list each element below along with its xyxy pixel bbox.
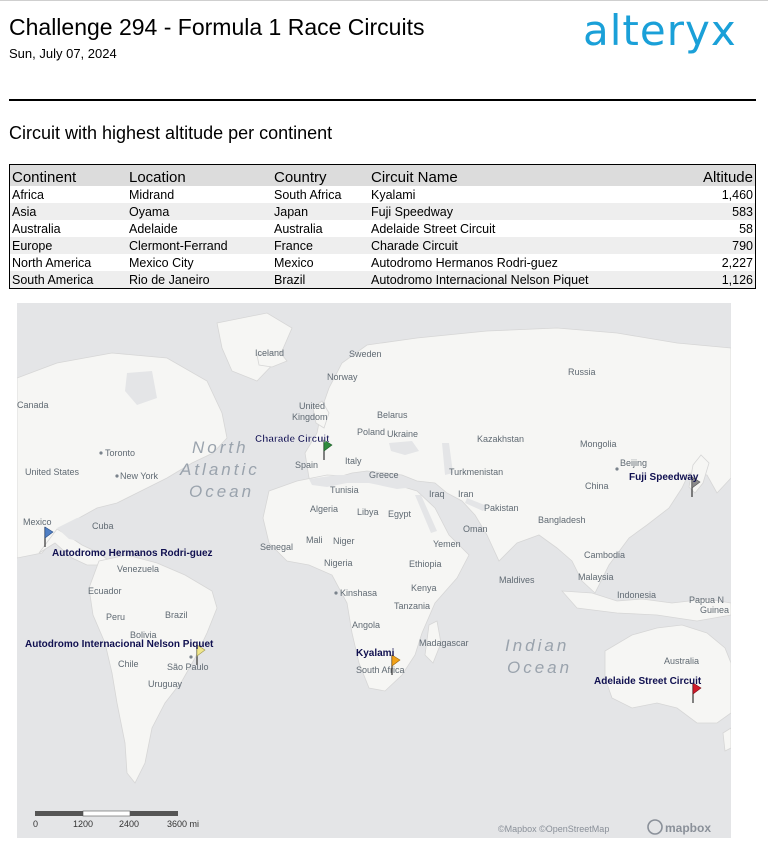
table-row bbox=[10, 186, 756, 203]
marker-label: Charade Circuit bbox=[255, 434, 330, 445]
table-cell: Adelaide bbox=[129, 221, 178, 236]
ocean-label: North bbox=[192, 438, 249, 457]
ocean-label: Ocean bbox=[507, 658, 573, 677]
place-label: Niger bbox=[333, 536, 355, 546]
map-attribution[interactable]: ©Mapbox ©OpenStreetMap bbox=[498, 824, 610, 834]
table-cell: Clermont-Ferrand bbox=[127, 237, 272, 254]
scale-segment bbox=[83, 811, 130, 816]
place-label: Belarus bbox=[377, 410, 408, 420]
place-label: São Paulo bbox=[167, 662, 209, 672]
ocean-label: Ocean bbox=[189, 482, 255, 501]
table-cell: Charade Circuit bbox=[369, 237, 663, 254]
table-row bbox=[10, 254, 756, 271]
column-header: Continent bbox=[10, 165, 128, 187]
scale-bar bbox=[33, 811, 199, 829]
ocean-label: Indian bbox=[505, 636, 570, 655]
place-label: Tanzania bbox=[394, 601, 431, 611]
australia-land bbox=[605, 625, 731, 723]
place-label: Tunisia bbox=[330, 485, 359, 495]
city-dot bbox=[99, 451, 102, 454]
column-header: Location bbox=[127, 165, 272, 187]
place-label: Yemen bbox=[433, 539, 461, 549]
place-label: Oman bbox=[463, 524, 488, 534]
place-label: United States bbox=[25, 467, 80, 477]
column-header: Circuit Name bbox=[369, 165, 663, 187]
table-cell: Fuji Speedway bbox=[369, 203, 663, 220]
scale-label: 0 bbox=[33, 819, 39, 829]
place-label: United bbox=[299, 401, 326, 411]
place-label: Algeria bbox=[310, 504, 339, 514]
table-cell: Mexico bbox=[274, 255, 314, 270]
place-label: Russia bbox=[568, 367, 596, 377]
scale-label: 3600 mi bbox=[167, 819, 200, 829]
city-dot bbox=[615, 467, 618, 470]
place-label: Libya bbox=[357, 507, 379, 517]
table-cell: Midrand bbox=[129, 187, 175, 202]
city-dot bbox=[334, 591, 337, 594]
table-cell: Autodromo Hermanos Rodri-guez bbox=[371, 255, 558, 270]
place-label: Canada bbox=[17, 400, 49, 410]
table-cell: South Africa bbox=[274, 187, 342, 202]
table-cell: 790 bbox=[663, 237, 756, 254]
table-cell: Africa bbox=[12, 187, 44, 202]
table-cell: South America bbox=[10, 271, 128, 289]
place-label: Australia bbox=[664, 656, 700, 666]
section-title: Circuit with highest altitude per continent bbox=[9, 123, 333, 143]
place-label: Egypt bbox=[388, 509, 412, 519]
scale-label: 1200 bbox=[73, 819, 94, 829]
mapbox-logo-icon bbox=[648, 820, 662, 834]
table-cell: North America bbox=[12, 255, 92, 270]
place-label: Papua N bbox=[689, 595, 725, 605]
place-label: Ukraine bbox=[387, 429, 419, 439]
place-label: Ethiopia bbox=[409, 559, 442, 569]
place-label: Iceland bbox=[255, 348, 285, 358]
table-cell: Japan bbox=[272, 203, 369, 220]
place-label: Mongolia bbox=[580, 439, 617, 449]
place-label: Malaysia bbox=[578, 572, 614, 582]
report-date: Sun, July 07, 2024 bbox=[9, 46, 117, 61]
place-label: Mexico bbox=[23, 517, 52, 527]
marker-label: Autodromo Internacional Nelson Piquet bbox=[25, 639, 214, 650]
marker-label: Fuji Speedway bbox=[629, 472, 699, 483]
place-label: Norway bbox=[327, 372, 358, 382]
marker-label: Kyalami bbox=[356, 648, 395, 659]
place-label: Chile bbox=[118, 659, 139, 669]
table-row bbox=[10, 203, 756, 220]
place-label: Indonesia bbox=[617, 590, 657, 600]
column-header: Altitude bbox=[663, 165, 756, 187]
circuits-table bbox=[9, 164, 756, 289]
city-dot bbox=[115, 474, 118, 477]
place-label: Cambodia bbox=[584, 550, 626, 560]
table-cell: 1,126 bbox=[663, 271, 756, 289]
place-label: Bangladesh bbox=[538, 515, 586, 525]
place-label: Poland bbox=[357, 427, 386, 437]
marker-label: Adelaide Street Circuit bbox=[594, 676, 702, 687]
place-label: Uruguay bbox=[148, 679, 183, 689]
table-cell: Europe bbox=[10, 237, 128, 254]
place-label: Brazil bbox=[165, 610, 188, 620]
place-label: Mali bbox=[306, 535, 323, 545]
place-label: Turkmenistan bbox=[449, 467, 504, 477]
table-cell: France bbox=[272, 237, 369, 254]
place-label: China bbox=[585, 481, 609, 491]
place-label: Bolivia bbox=[130, 630, 157, 640]
table-cell: 58 bbox=[739, 221, 753, 236]
table-cell: Oyama bbox=[127, 203, 272, 220]
place-label: Maldives bbox=[499, 575, 535, 585]
ocean-label: Atlantic bbox=[180, 460, 260, 479]
place-label: Senegal bbox=[260, 542, 294, 552]
place-label: Sweden bbox=[349, 349, 382, 359]
place-label: New York bbox=[120, 471, 159, 481]
place-label: South Africa bbox=[356, 665, 405, 675]
table-cell: 1,460 bbox=[721, 187, 753, 202]
place-label: Greece bbox=[369, 470, 399, 480]
new-zealand-land bbox=[723, 728, 731, 751]
city-dot bbox=[189, 655, 192, 658]
place-label: Kenya bbox=[411, 583, 437, 593]
alteryx-logo: alteryx bbox=[583, 6, 737, 55]
top-border bbox=[0, 0, 768, 1]
mapbox-logo[interactable] bbox=[648, 820, 711, 835]
table-cell: Brazil bbox=[272, 271, 369, 289]
place-label: Peru bbox=[106, 612, 126, 622]
place-label: Kinshasa bbox=[340, 588, 378, 598]
table-row bbox=[10, 271, 756, 289]
place-label: Cuba bbox=[92, 521, 114, 531]
scale-label: 2400 bbox=[119, 819, 140, 829]
table-row bbox=[10, 237, 756, 254]
header-divider bbox=[9, 99, 756, 101]
scale-segment bbox=[130, 811, 178, 816]
greenland-land bbox=[217, 313, 292, 381]
world-map[interactable] bbox=[17, 303, 731, 838]
place-label: Guinea bbox=[700, 605, 730, 615]
table-cell: Asia bbox=[10, 203, 128, 220]
place-label: Italy bbox=[345, 456, 362, 466]
place-label: Spain bbox=[295, 460, 319, 470]
table-cell: Australia bbox=[274, 221, 323, 236]
place-label: Iran bbox=[458, 489, 474, 499]
map-canvas bbox=[17, 303, 731, 838]
mapbox-logo-text: mapbox bbox=[665, 821, 712, 835]
table-header-row bbox=[10, 165, 756, 187]
table-cell: 583 bbox=[663, 203, 756, 220]
table-cell: Rio de Janeiro bbox=[127, 271, 272, 289]
marker-label: Autodromo Hermanos Rodri-guez bbox=[52, 548, 213, 559]
place-label: Pakistan bbox=[484, 503, 519, 513]
place-label: Angola bbox=[352, 620, 381, 630]
place-label: Ecuador bbox=[88, 586, 122, 596]
table-cell: 2,227 bbox=[721, 255, 753, 270]
table-cell: Autodromo Internacional Nelson Piquet bbox=[369, 271, 663, 289]
place-label: Toronto bbox=[105, 448, 136, 458]
scale-segment bbox=[35, 811, 83, 816]
table-cell: Adelaide Street Circuit bbox=[371, 221, 496, 236]
place-label: Venezuela bbox=[117, 564, 160, 574]
place-label: Kazakhstan bbox=[477, 434, 525, 444]
table-cell: Australia bbox=[12, 221, 61, 236]
table-cell: Mexico City bbox=[129, 255, 194, 270]
table-cell: Kyalami bbox=[371, 187, 416, 202]
place-label: Madagascar bbox=[419, 638, 469, 648]
place-label: Kingdom bbox=[292, 412, 328, 422]
report-title: Challenge 294 - Formula 1 Race Circuits bbox=[9, 14, 425, 40]
place-label: Iraq bbox=[429, 489, 445, 499]
place-label: Beijing bbox=[620, 458, 648, 468]
place-label: Nigeria bbox=[324, 558, 353, 568]
column-header: Country bbox=[272, 165, 369, 187]
table-row bbox=[10, 220, 756, 237]
